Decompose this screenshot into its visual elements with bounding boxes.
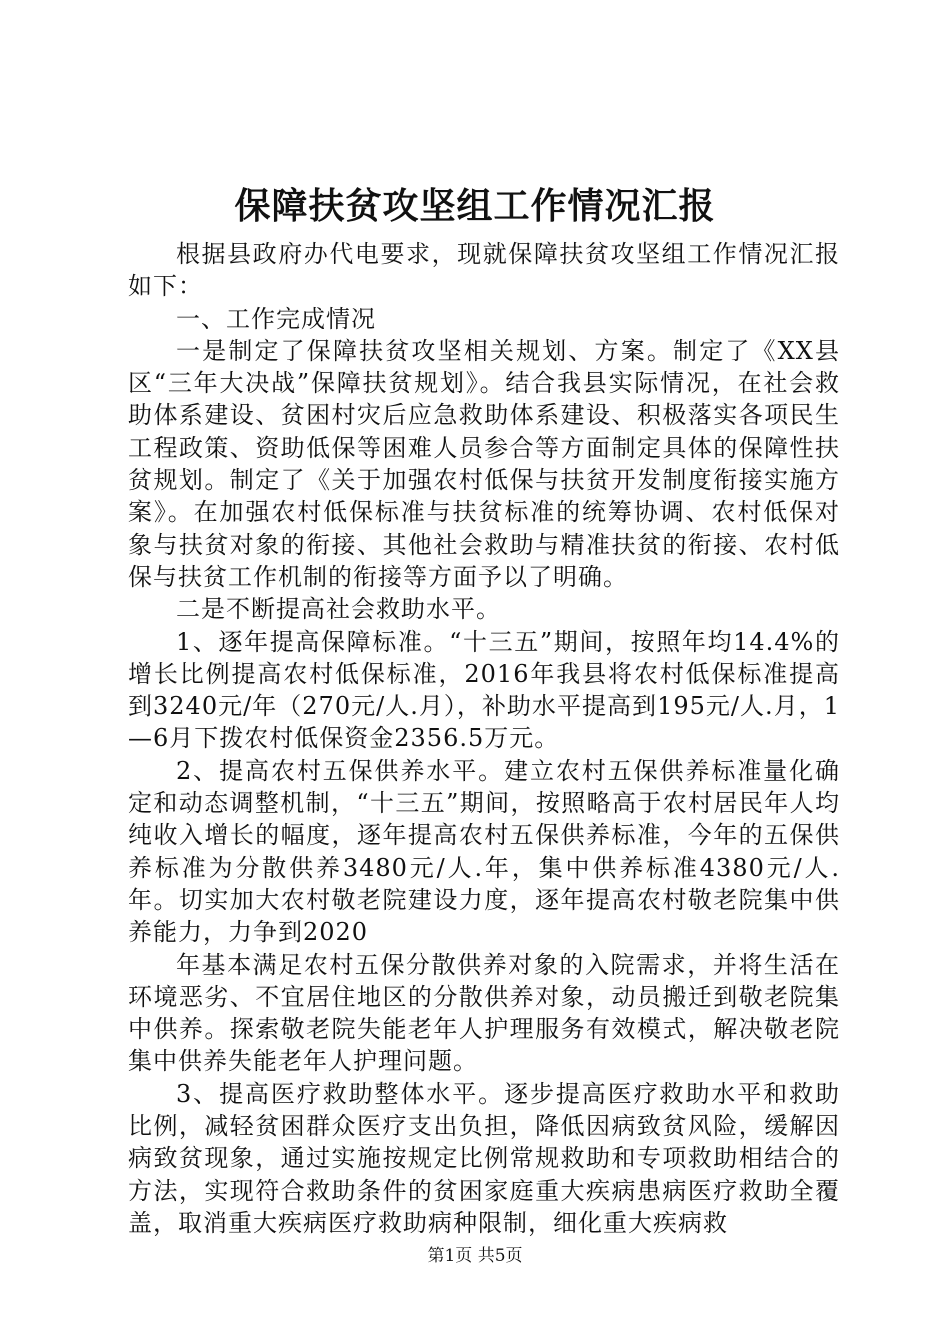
paragraph-intro: 根据县政府办代电要求，现就保障扶贫攻坚组工作情况汇报如下： bbox=[128, 240, 840, 301]
paragraph-item-1: 1、逐年提高保障标准。“十三五”期间，按照年均14.4%的增长比例提高农村低保标准，2016年我县将农村低保标准提高到3240元/年（270元/人.月），补助水平提高到195元/人.月，1—6月下拨农村低保资金2356.5万元。 bbox=[128, 627, 840, 753]
page-number-footer: 第1页 共5页 bbox=[427, 1246, 523, 1266]
paragraph-item-2-continued: 年基本满足农村五保分散供养对象的入院需求，并将生活在环境恶劣、不宜居住地区的分散供养对象，动员搬迁到敬老院集中供养。探索敬老院失能老年人护理服务有效模式，解决敬老院集中供养失能老年人护理问题。 bbox=[128, 950, 840, 1076]
paragraph-subheading: 二是不断提高社会救助水平。 bbox=[176, 595, 501, 624]
paragraph-item-2: 2、提高农村五保供养水平。建立农村五保供养标准量化确定和动态调整机制，“十三五”期间，按照略高于农村居民年人均纯收入增长的幅度，逐年提高农村五保供养标准，今年的五保供养标准为分散供养3480元/人.年，集中供养标准4380元/人.年。切实加大农村敬老院建设力度，逐年提高农村敬老院集中供养能力，力争到2020 bbox=[128, 756, 840, 947]
section-heading: 一、工作完成情况 bbox=[176, 304, 376, 333]
paragraph-item-3: 3、提高医疗救助整体水平。逐步提高医疗救助水平和救助比例，减轻贫困群众医疗支出负担，降低因病致贫风险，缓解因病致贫现象，通过实施按规定比例常规救助和专项救助相结合的方法，实现符合救助条件的贫困家庭重大疾病患病医疗救助全覆盖，取消重大疾病医疗救助病种限制，细化重大疾病救 bbox=[128, 1079, 840, 1237]
paragraph-planning: 一是制定了保障扶贫攻坚相关规划、方案。制定了《XX县区“三年大决战”保障扶贫规划》。结合我县实际情况，在社会救助体系建设、贫困村灾后应急救助体系建设、积极落实各项民生工程政策、资助低保等困难人员参合等方面制定具体的保障性扶贫规划。制定了《关于加强农村低保与扶贫开发制度衔接实施方案》。在加强农村低保标准与扶贫标准的统筹协调、农村低保对象与扶贫对象的衔接、其他社会救助与精准扶贫的衔接、农村低保与扶贫工作机制的衔接等方面予以了明确。 bbox=[128, 336, 840, 591]
document-title: 保障扶贫攻坚组工作情况汇报 bbox=[234, 185, 716, 227]
document-body bbox=[128, 238, 840, 1239]
